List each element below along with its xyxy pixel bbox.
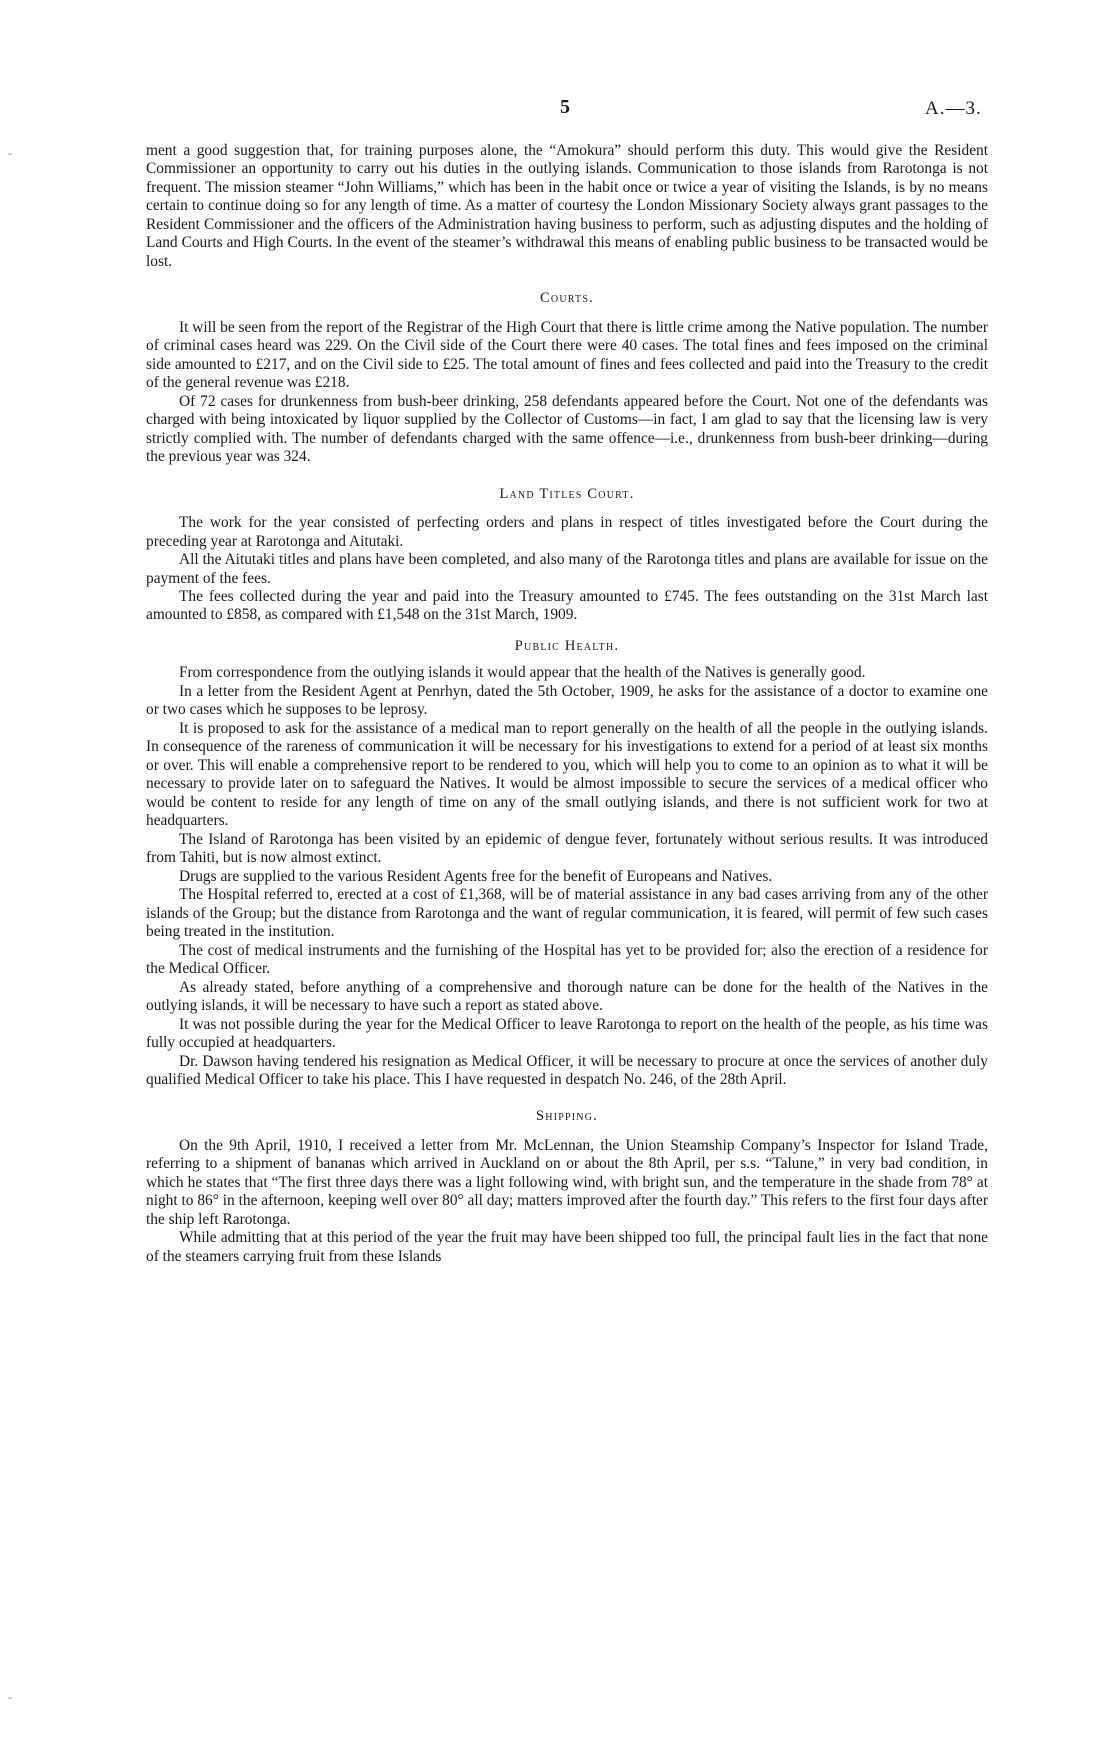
page-number: 5 xyxy=(560,96,570,118)
paragraph: It is proposed to ask for the assistance of a medical man to report generally on the health of all the people in the outlying islands. In consequence of the rareness of communication it will be necessary for his investigations to extend for a period of at least six months or over. This will enable a comprehensive report to be rendered to you, which will help you to come to an opinion as to what it will be necessary to provide later on to safeguard the Natives. It would be almost impossible to secure the services of a medical officer who would be content to reside for any length of time on any of the small outlying islands, and there is not sufficient work for two at headquarters. xyxy=(146,719,988,830)
shipping-section xyxy=(146,1108,988,1266)
paragraph: The cost of medical instruments and the furnishing of the Hospital has yet to be provided for; also the erection of a residence for the Medical Officer. xyxy=(146,941,988,978)
section-heading-land-titles: Land Titles Court. xyxy=(499,485,635,502)
section-heading-public-health: Public Health. xyxy=(514,637,620,654)
paragraph: Of 72 cases for drunkenness from bush-beer drinking, 258 defendants appeared before the Court. Not one of the defendants was charged with being intoxicated by liquor supplied by the Collector of Customs—in fact, I am glad to say that the licensing law is very strictly complied with. The number of defendants charged with the same offence—i.e., drunkenness from bush-beer drinking—during the previous year was 324. xyxy=(146,392,988,466)
paragraph: As already stated, before anything of a comprehensive and thorough nature can be done for the health of the Natives in the outlying islands, it will be necessary to have such a report as stated above. xyxy=(146,978,988,1015)
section-heading-courts: Courts. xyxy=(540,290,594,307)
document-reference: A.—3. xyxy=(925,98,982,119)
paragraph: From correspondence from the outlying islands it would appear that the health of the Natives is generally good. xyxy=(179,664,866,682)
courts-section xyxy=(146,290,988,466)
paragraph: The fees collected during the year and paid into the Treasury amounted to £745. The fees outstanding on the 31st March last amounted to £858, as compared with £1,548 on the 31st March, 1909. xyxy=(146,587,988,624)
public-health-section xyxy=(146,638,988,1090)
page-header xyxy=(0,96,1114,124)
paragraph: The Island of Rarotonga has been visited by an epidemic of dengue fever, fortunately without serious results. It was introduced from Tahiti, but is now almost extinct. xyxy=(146,830,988,867)
paragraph: The Hospital referred to, erected at a cost of £1,368, will be of material assistance in any bad cases arriving from any of the other islands of the Group; but the distance from Rarotonga and the want of regular communication, it is feared, will permit of few such cases being treated in the institution. xyxy=(146,886,988,941)
paragraph: In a letter from the Resident Agent at Penrhyn, dated the 5th October, 1909, he asks for the assistance of a doctor to examine one or two cases which he supposes to be leprosy. xyxy=(146,682,988,719)
document-body xyxy=(146,142,988,1266)
paragraph: All the Aitutaki titles and plans have been completed, and also many of the Rarotonga titles and plans are available for issue on the payment of the fees. xyxy=(146,551,988,587)
paragraph: Drugs are supplied to the various Resident Agents free for the benefit of Europeans and Natives. xyxy=(179,867,773,885)
paragraph: It was not possible during the year for the Medical Officer to leave Rarotonga to report on the health of the people, as his time was fully occupied at headquarters. xyxy=(146,1015,988,1052)
land-titles-section xyxy=(146,486,988,625)
margin-mark: - xyxy=(8,146,12,160)
paragraph: ment a good suggestion that, for training purposes alone, the “Amokura” should perform this duty. This would give the Resident Commissioner an opportunity to carry out his duties in the outlying islands. Communication to those islands from Rarotonga is not frequent. The mission steamer “John Williams,” which has been in the habit once or twice a year of visiting the Islands, is by no means certain to continue doing so for any length of time. As a matter of courtesy the London Missionary Society always grant passages to the Resident Commissioner and the officers of the Administration having business to perform, such as adjusting disputes and the holding of Land Courts and High Courts. In the event of the steamer’s withdrawal this means of enabling public business to be transacted would be lost. xyxy=(146,142,988,270)
intro-section xyxy=(146,142,988,271)
margin-mark: - xyxy=(8,1690,12,1704)
paragraph: Dr. Dawson having tendered his resignation as Medical Officer, it will be necessary to procure at once the services of another duly qualified Medical Officer to take his place. This I have requested in despatch No. 246, of the 28th April. xyxy=(146,1052,988,1088)
section-heading-shipping: Shipping. xyxy=(536,1108,598,1125)
paragraph: The work for the year consisted of perfecting orders and plans in respect of titles investigated before the Court during the preceding year at Rarotonga and Aitutaki. xyxy=(146,514,988,550)
paragraph: While admitting that at this period of the year the fruit may have been shipped too full, the principal fault lies in the fact that none of the steamers carrying fruit from these Islands xyxy=(146,1229,988,1265)
paragraph: On the 9th April, 1910, I received a letter from Mr. McLennan, the Union Steamship Company’s Inspector for Island Trade, referring to a shipment of bananas which arrived in Auckland on or about the 8th April, per s.s. “Talune,” in very bad condition, in which he states that “The first three days there was a light following wind, with bright sun, and the temperature in the shade from 78° at night to 86° in the afternoon, keeping well over 80° all day; matters improved after the fourth day.” This refers to the first four days after the ship left Rarotonga. xyxy=(146,1136,988,1228)
paragraph: It will be seen from the report of the Registrar of the High Court that there is little crime among the Native population. The number of criminal cases heard was 229. On the Civil side of the Court there were 40 cases. The total fines and fees imposed on the criminal side amounted to £217, and on the Civil side to £25. The total amount of fines and fees collected and paid into the Treasury to the credit of the general revenue was £218. xyxy=(146,318,988,392)
